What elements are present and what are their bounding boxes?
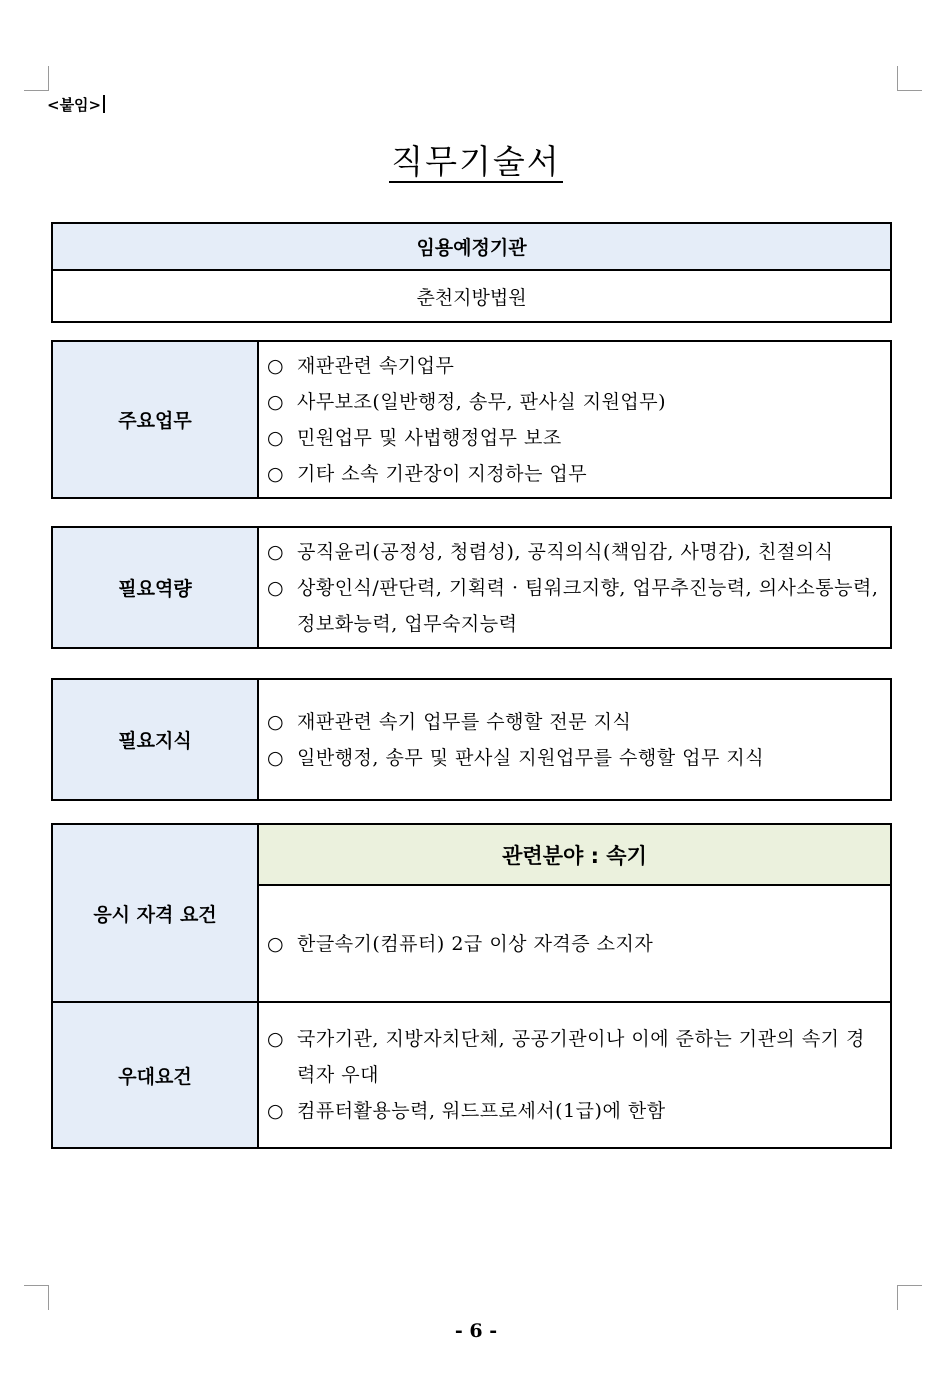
circle-bullet-icon: ○ [267, 354, 284, 377]
item-text: 재판관련 속기 업무를 수행할 전문 지식 [297, 710, 632, 733]
preference-label: 우대요건 [52, 1002, 258, 1148]
competencies-content [258, 527, 891, 648]
competencies-label: 필요역량 [52, 527, 258, 648]
list-item [267, 456, 882, 492]
attachment-label: <붙임> [47, 96, 102, 114]
circle-bullet-icon: ○ [267, 540, 284, 563]
item-text: 재판관련 속기업무 [297, 354, 455, 377]
agency-header: 임용예정기관 [52, 223, 891, 270]
circle-bullet-icon: ○ [267, 390, 284, 413]
list-item [267, 348, 882, 384]
preference-content [258, 1002, 891, 1148]
main-duties-content [258, 341, 891, 498]
crop-mark-top-right [897, 66, 922, 91]
circle-bullet-icon: ○ [267, 462, 284, 485]
agency-table [51, 222, 892, 323]
list-item [267, 1093, 882, 1129]
circle-bullet-icon: ○ [267, 932, 284, 955]
circle-bullet-icon: ○ [267, 746, 284, 769]
qualification-content [258, 885, 891, 1002]
page-number: - 6 - [454, 1320, 498, 1342]
item-text: 사무보조(일반행정, 송무, 판사실 지원업무) [297, 390, 667, 413]
item-text: 국가기관, 지방자치단체, 공공기관이나 이에 준하는 기관의 속기 경력자 우대 [297, 1028, 865, 1086]
list-item [267, 1021, 882, 1093]
circle-bullet-icon: ○ [267, 426, 284, 449]
item-text: 컴퓨터활용능력, 워드프로세서(1급)에 한함 [297, 1100, 666, 1122]
document-title [0, 136, 952, 183]
crop-mark-bottom-right [897, 1285, 922, 1310]
list-item [267, 420, 882, 456]
item-text: 기타 소속 기관장이 지정하는 업무 [297, 462, 588, 485]
item-text: 민원업무 및 사법행정업무 보조 [297, 426, 562, 449]
knowledge-label: 필요지식 [52, 679, 258, 800]
crop-mark-bottom-left [24, 1285, 49, 1310]
list-item [267, 570, 882, 642]
circle-bullet-icon: ○ [267, 576, 284, 599]
related-field-header: 관련분야 : 속기 [258, 824, 891, 885]
qualification-label: 응시 자격 요건 [52, 824, 258, 1002]
circle-bullet-icon: ○ [267, 1100, 284, 1122]
competencies-table [51, 526, 892, 649]
title-text: 직무기술서 [391, 142, 561, 181]
list-item [267, 384, 882, 420]
requirements-table [51, 823, 892, 1149]
crop-mark-top-left [24, 66, 49, 91]
item-text: 한글속기(컴퓨터) 2급 이상 자격증 소지자 [297, 932, 654, 955]
circle-bullet-icon: ○ [267, 1028, 284, 1050]
item-text: 상황인식/판단력, 기획력 · 팀워크지향, 업무추진능력, 의사소통능력, 정보화능력, 업무숙지능력 [297, 576, 879, 635]
agency-value: 춘천지방법원 [52, 270, 891, 322]
list-item [267, 534, 882, 570]
item-text: 일반행정, 송무 및 판사실 지원업무를 수행할 업무 지식 [297, 746, 765, 769]
circle-bullet-icon: ○ [267, 710, 284, 733]
knowledge-table [51, 678, 892, 801]
text-cursor [103, 95, 105, 113]
main-duties-table [51, 340, 892, 499]
main-duties-label: 주요업무 [52, 341, 258, 498]
list-item [267, 740, 882, 776]
item-text: 공직윤리(공정성, 청렴성), 공직의식(책임감, 사명감), 친절의식 [297, 540, 834, 563]
knowledge-content [258, 679, 891, 800]
list-item [267, 926, 882, 962]
list-item [267, 704, 882, 740]
